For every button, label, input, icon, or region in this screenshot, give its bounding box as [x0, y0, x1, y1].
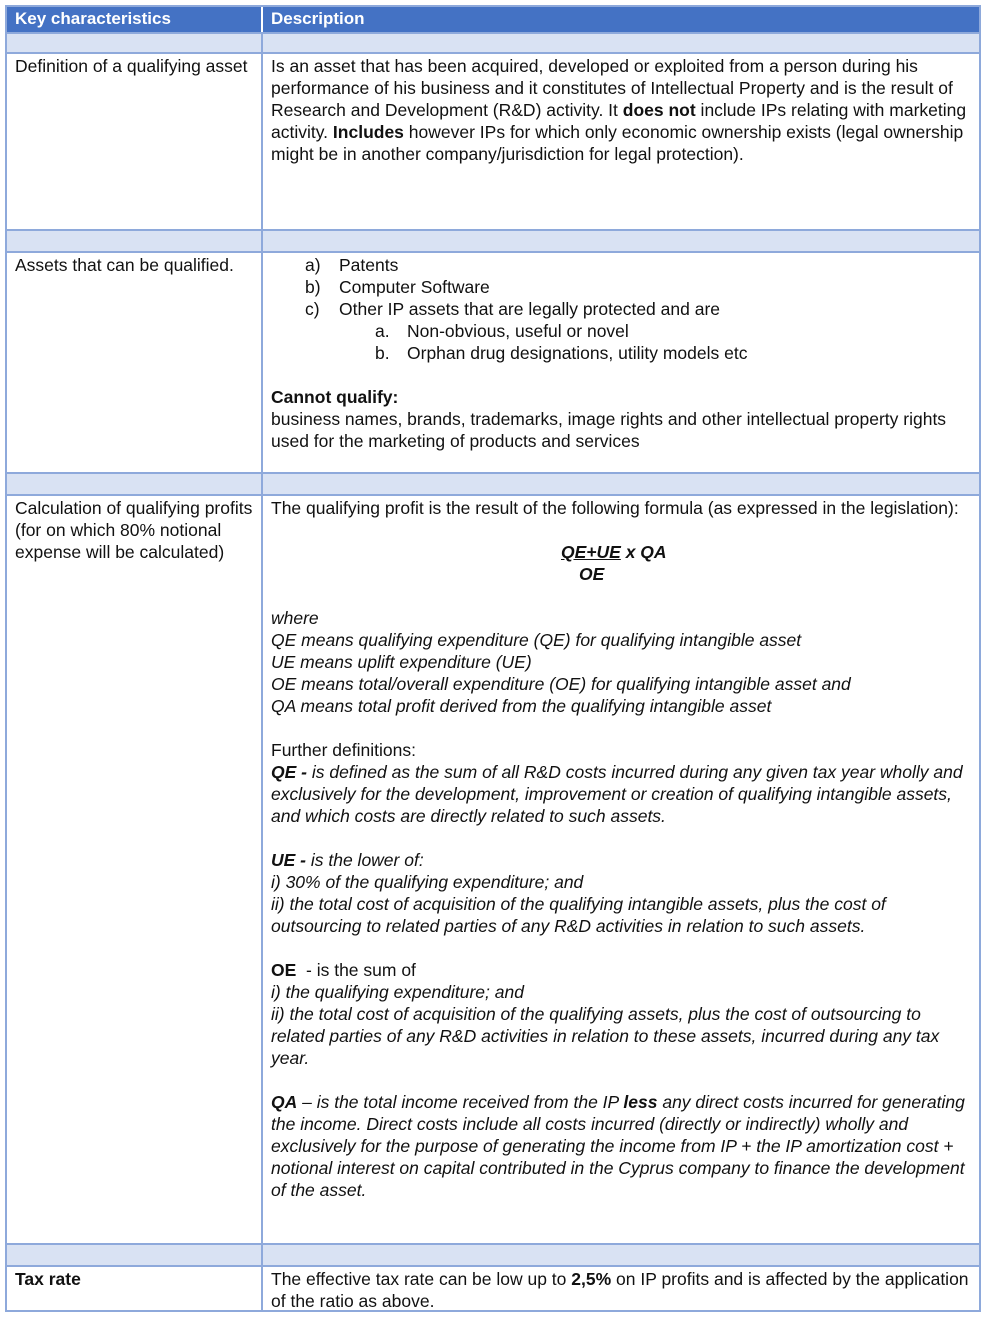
characteristics-table	[5, 5, 981, 1312]
oe-definition: OE - is the sum of	[271, 960, 416, 980]
table-row-calculation	[7, 496, 979, 1245]
formula-denominator: OE	[579, 564, 605, 584]
list-item: c) Other IP assets that are legally protected and are	[305, 299, 721, 319]
tax-rate-text: The effective tax rate can be low up to 2,5% on IP profits and is affected by the application of the ratio as above.	[271, 1269, 969, 1311]
table-row-tax-rate	[7, 1267, 979, 1310]
where-line: QA means total profit derived from the qualifying intangible asset	[271, 696, 772, 716]
where-line: QE means qualifying expenditure (QE) for qualifying intangible asset	[271, 630, 802, 650]
cannot-qualify-text: business names, brands, trademarks, image rights and other intellectual property rights used for the marketing of products and services	[271, 409, 947, 451]
calculation-label: Calculation of qualifying profits (for on which 80% notional expense will be calculated)	[7, 496, 263, 1243]
definition-text: Is an asset that has been acquired, developed or exploited from a person during his performance of his business and it constitutes of Intellectual Property and is the result of Research and Development (R&D) activity. It does not include IPs relating with marketing activity. Includes however IPs for which only economic ownership exists (legal ownership might be in another company/jurisdiction for legal protection).	[271, 56, 967, 164]
assets-text	[263, 253, 979, 472]
formula-numerator: QE+UE x QA	[561, 542, 667, 562]
oe-item: ii) the total cost of acquisition of the qualifying assets, plus the cost of outsourcing to related parties of any R&D activities in relation to these assets, incurred during any tax year.	[271, 1004, 940, 1068]
where-line: UE means uplift expenditure (UE)	[271, 652, 532, 672]
table-row-assets	[7, 253, 979, 474]
sub-list-item: a. Non-obvious, useful or novel	[375, 321, 629, 341]
formula	[271, 541, 971, 585]
where-line: OE means total/overall expenditure (OE) for qualifying intangible asset and	[271, 674, 851, 694]
qe-definition: QE - is defined as the sum of all R&D costs incurred during any given tax year wholly and exclusively for the development, improvement or creation of qualifying intangible assets, and which costs are directly related to such assets.	[271, 762, 963, 826]
ue-definition: UE - is the lower of:	[271, 850, 424, 870]
cannot-qualify-title: Cannot qualify:	[271, 387, 399, 407]
header-description: Description	[271, 9, 365, 28]
further-definitions-label: Further definitions:	[271, 740, 416, 760]
qa-definition: QA – is the total income received from the IP less any direct costs incurred for generating the income. Direct costs include all costs incurred (directly or indirectly) wholly and exclusively for the purpose of generating the income from IP + the IP amortization cost + notional interest on capital contributed in the Cyprus company to finance the development of the asset.	[271, 1092, 965, 1200]
spacer-row	[7, 474, 979, 496]
calculation-text	[263, 496, 979, 1243]
spacer-row	[7, 1245, 979, 1267]
oe-item: i) the qualifying expenditure; and	[271, 982, 524, 1002]
where-label: where	[271, 608, 319, 628]
list-item: a) Patents	[305, 255, 399, 275]
table-row-definition	[7, 54, 979, 231]
spacer-row	[7, 231, 979, 253]
ue-item: ii) the total cost of acquisition of the qualifying intangible assets, plus the cost of outsourcing to related parties of any R&D activities in relation to such assets.	[271, 894, 886, 936]
assets-label: Assets that can be qualified.	[7, 253, 263, 472]
table-header-row	[7, 7, 979, 32]
list-item: b) Computer Software	[305, 277, 490, 297]
ue-item: i) 30% of the qualifying expenditure; and	[271, 872, 584, 892]
sub-list-item: b. Orphan drug designations, utility models etc	[375, 343, 748, 363]
header-key-characteristics: Key characteristics	[7, 7, 263, 32]
formula-intro: The qualifying profit is the result of the following formula (as expressed in the legislation):	[271, 498, 959, 518]
tax-rate-label: Tax rate	[7, 1267, 263, 1310]
definition-label: Definition of a qualifying asset	[7, 54, 263, 229]
spacer-row	[7, 32, 979, 54]
